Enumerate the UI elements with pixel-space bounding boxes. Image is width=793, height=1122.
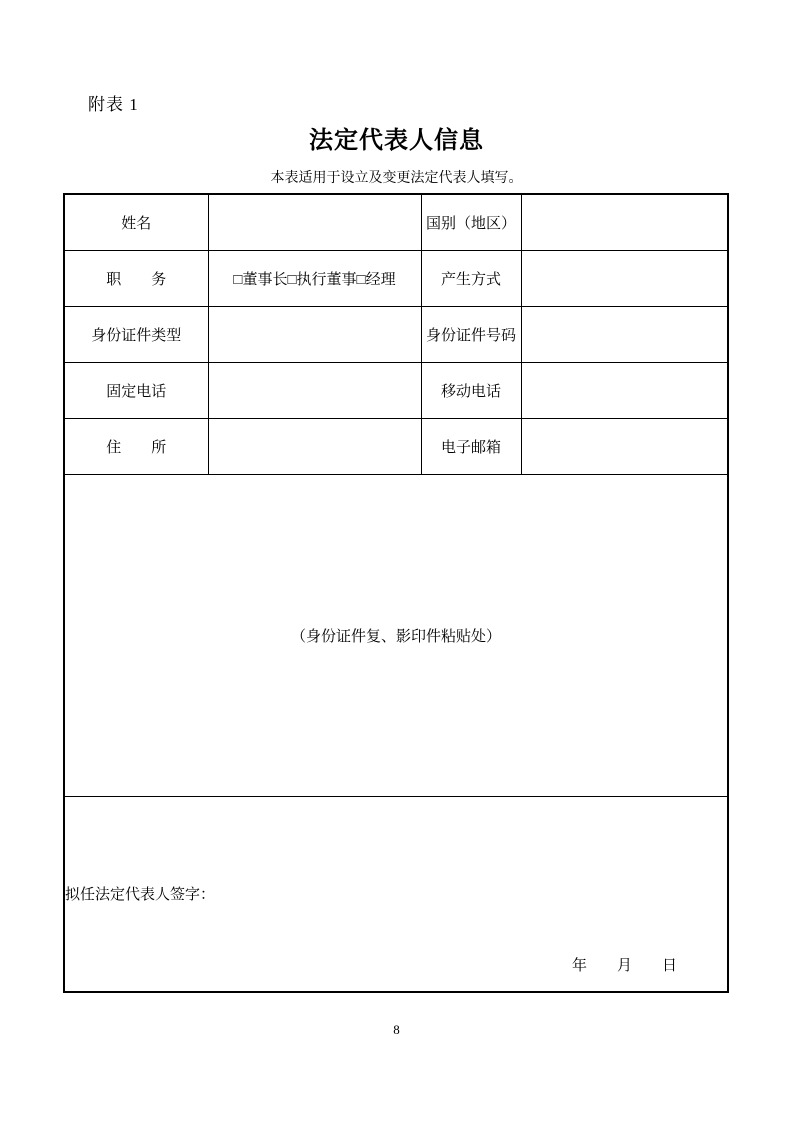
id-type-value-cell — [208, 306, 421, 362]
table-row — [64, 474, 728, 796]
page-subtitle: 本表适用于设立及变更法定代表人填写。 — [270, 171, 523, 186]
table-row — [64, 250, 728, 306]
table-row — [64, 418, 728, 474]
mobile-value-cell — [521, 362, 728, 418]
id-copy-paste-label: （身份证件复、影印件粘贴处） — [290, 628, 501, 645]
id-number-label: 身份证件号码 — [421, 306, 521, 362]
date-line: 年 月 日 — [571, 958, 677, 974]
position-checkbox-options: □董事长□执行董事□经理 — [208, 250, 421, 306]
table-row — [64, 796, 728, 992]
nationality-value-cell — [521, 194, 728, 250]
id-copy-paste-area — [64, 474, 728, 796]
table-row — [64, 194, 728, 250]
nationality-label: 国别（地区） — [421, 194, 521, 250]
landline-value-cell — [208, 362, 421, 418]
id-type-label: 身份证件类型 — [64, 306, 208, 362]
appendix-label: 附表 1 — [88, 95, 139, 114]
signature-area — [64, 796, 728, 992]
selection-method-value-cell — [521, 250, 728, 306]
email-value-cell — [521, 418, 728, 474]
id-number-value-cell — [521, 306, 728, 362]
name-value-cell — [208, 194, 421, 250]
table-row — [64, 306, 728, 362]
name-label: 姓名 — [64, 194, 208, 250]
selection-method-label: 产生方式 — [421, 250, 521, 306]
position-label: 职 务 — [64, 250, 208, 306]
landline-label: 固定电话 — [64, 362, 208, 418]
page-title: 法定代表人信息 — [309, 127, 484, 154]
table-row — [64, 362, 728, 418]
email-label: 电子邮箱 — [421, 418, 521, 474]
page-number: 8 — [393, 1022, 400, 1037]
address-label: 住 所 — [64, 418, 208, 474]
signature-label: 拟任法定代表人签字： — [65, 887, 216, 904]
address-value-cell — [208, 418, 421, 474]
mobile-label: 移动电话 — [421, 362, 521, 418]
legal-representative-form-table — [63, 193, 729, 993]
